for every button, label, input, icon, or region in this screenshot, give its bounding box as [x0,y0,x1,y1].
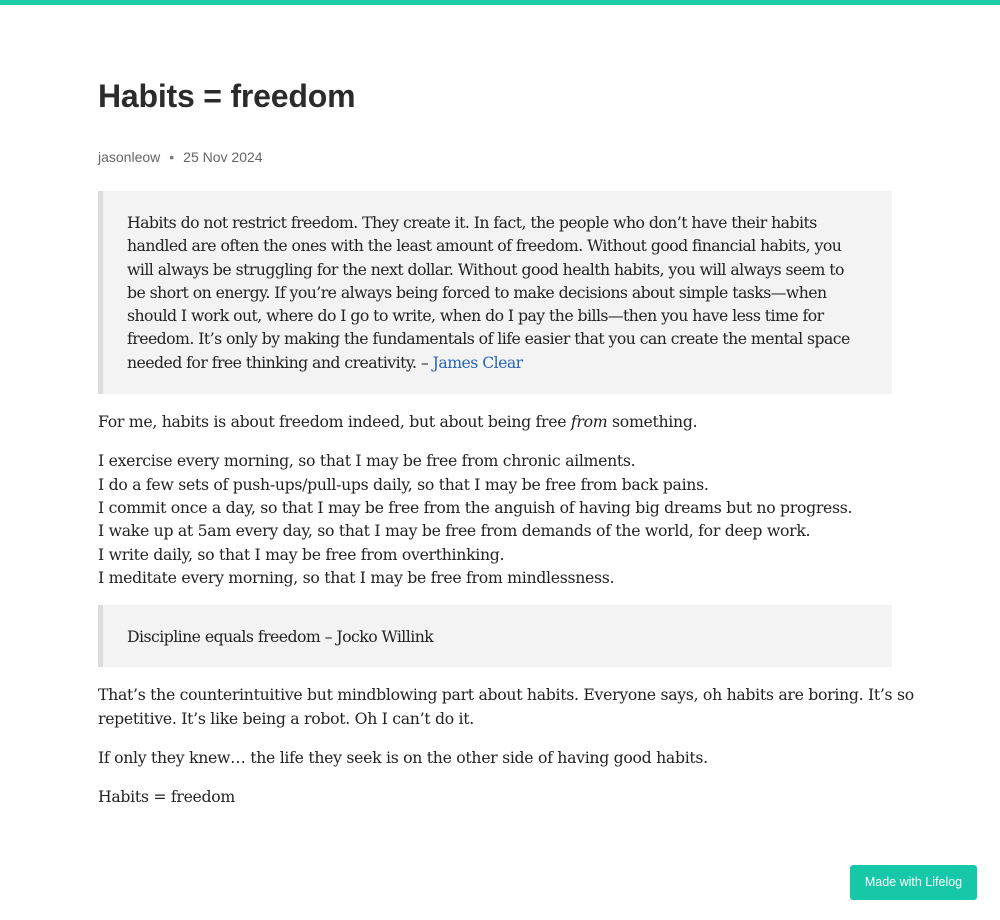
post-meta [98,147,263,167]
habit-line: I exercise every morning, so that I may be free from chronic ailments. [98,451,636,471]
intro-paragraph [98,410,892,433]
spacer [98,433,892,449]
james-clear-link[interactable]: James Clear [432,352,523,372]
quote-last-line [127,351,882,374]
made-with-lifelog-button[interactable]: Made with Lifelog [850,865,977,900]
top-accent-bar [0,0,1000,5]
james-clear-quote [98,191,892,394]
spacer [98,730,892,746]
spacer [98,589,892,605]
paragraph-line: repetitive. It’s like being a robot. Oh I can’t do it. [98,708,474,728]
quote-text: Discipline equals freedom – Jocko Willink [127,627,434,647]
post-title: Habits = freedom [98,78,356,114]
intro-emphasis: from [570,412,608,432]
habit-line: I do a few sets of push-ups/pull-ups daily, so that I may be free from back pains. [98,474,709,494]
quote-line-text: needed for free thinking and creativity. – [127,352,433,372]
meta-separator: • [169,149,175,165]
quote-line: Habits do not restrict freedom. They create it. In fact, the people who don’t have their habits [127,213,817,232]
post-date: 25 Nov 2024 [183,149,263,165]
quote-line: handled are often the ones with the least amount of freedom. Without good financial habits, you [127,236,842,256]
post-content [98,191,914,809]
quote-line: will always be struggling for the next dollar. Without good health habits, you will always seem to [127,259,844,279]
closing-paragraph: Habits = freedom [98,787,236,807]
quote-line: should I work out, where do I go to write, when do I pay the bills—then you have less time for [127,306,824,326]
spacer [98,769,892,785]
quote-line: be short on energy. If you’re always being forced to make decisions about simple tasks—when [127,282,827,302]
habit-list [98,449,892,589]
intro-before: For me, habits is about freedom indeed, but about being free [98,412,571,432]
jocko-willink-quote [98,605,892,667]
author-name[interactable]: jasonleow [98,149,161,165]
habit-line: I wake up at 5am every day, so that I may be free from demands of the world, for deep work. [98,521,811,541]
paragraph-line: That’s the counterintuitive but mindblowing part about habits. Everyone says, oh habits are boring. It’s so [98,685,914,705]
spacer [98,667,892,683]
quote-line: freedom. It’s only by making the fundamentals of life easier that you can create the mental space [127,329,850,349]
intro-after: something. [607,412,698,432]
if-only-paragraph: If only they knew… the life they seek is on the other side of having good habits. [98,748,708,768]
spacer [98,394,892,410]
habit-line: I commit once a day, so that I may be free from the anguish of having big dreams but no progress. [98,497,853,517]
counterintuitive-paragraph [98,683,914,730]
habit-line: I meditate every morning, so that I may be free from mindlessness. [98,567,615,587]
habit-line: I write daily, so that I may be free from overthinking. [98,544,505,564]
